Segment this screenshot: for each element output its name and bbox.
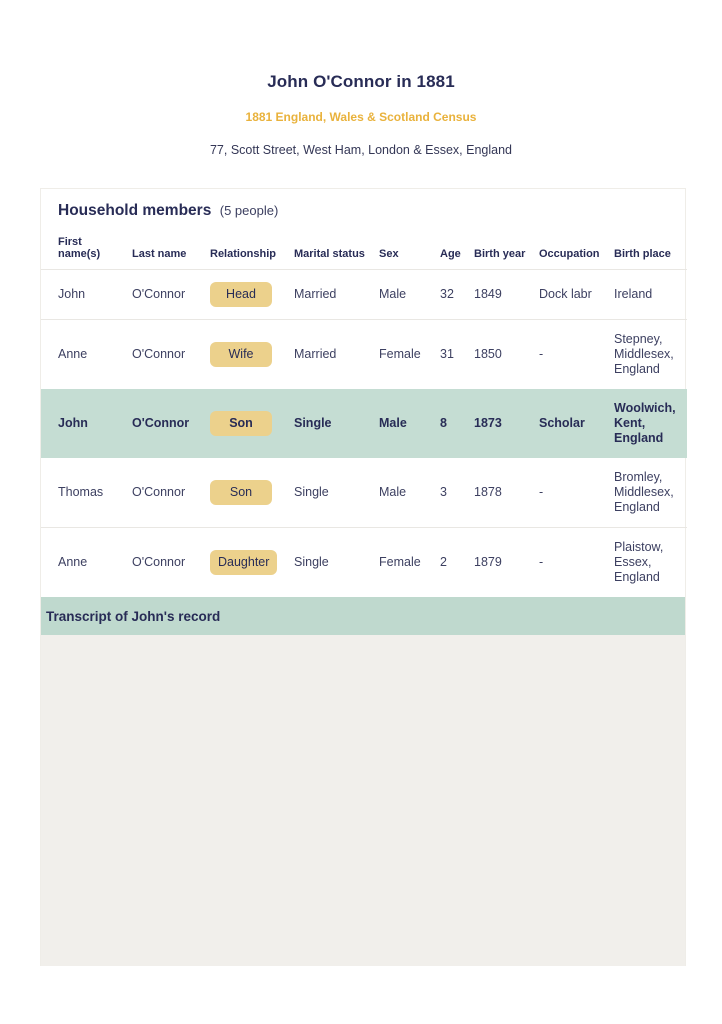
cell-age: 3	[440, 485, 447, 499]
cell-birth-place: Stepney, Middlesex, England	[614, 320, 687, 390]
cell-first-name: John	[41, 389, 132, 458]
page-title: John O'Connor in 1881	[267, 72, 455, 91]
household-members-title: Household members	[58, 202, 212, 219]
transcript-title: Transcript of John's record	[46, 608, 221, 624]
cell-birth-year: 1873	[474, 389, 539, 458]
cell-birth-place: Woolwich, Kent, England	[614, 389, 687, 458]
relationship-badge: Head	[210, 282, 272, 307]
cell-birth-place: Plaistow, Essex, England	[614, 528, 687, 598]
column-header-birth-year: Birth year	[474, 226, 539, 270]
cell-birth-place: Ireland	[614, 287, 653, 301]
cell-occupation: Dock labr	[539, 287, 592, 301]
transcript-section-header	[41, 597, 685, 635]
cell-marital-status: Married	[294, 320, 379, 390]
cell-sex: Male	[379, 485, 407, 499]
column-header-birth-place: Birth place	[614, 226, 687, 270]
census-collection-label: 1881 England, Wales & Scotland Census	[245, 110, 477, 124]
cell-first-name: John	[58, 287, 86, 301]
relationship-badge: Son	[210, 411, 272, 436]
transcript-panel	[41, 635, 685, 966]
cell-last-name: O'Connor	[132, 389, 210, 458]
table-header-row	[41, 226, 687, 270]
cell-last-name: O'Connor	[132, 320, 210, 390]
cell-birth-year: 1879	[474, 528, 539, 598]
cell-sex: Female	[379, 528, 440, 598]
cell-birth-place: Bromley, Middlesex, England	[614, 470, 674, 514]
column-header-first-name: First name(s)	[41, 226, 132, 270]
cell-age: 2	[440, 528, 474, 598]
cell-last-name: O'Connor	[132, 485, 186, 499]
column-header-last-name: Last name	[132, 226, 210, 270]
cell-occupation: -	[539, 528, 614, 598]
cell-marital-status: Married	[294, 287, 337, 301]
household-members-count: (5 people)	[219, 203, 279, 218]
household-row-current-person[interactable]	[41, 389, 687, 458]
record-address: 77, Scott Street, West Ham, London & Essex, England	[209, 143, 512, 157]
column-header-relationship: Relationship	[210, 226, 294, 270]
cell-marital-status: Single	[294, 485, 329, 499]
cell-last-name: O'Connor	[132, 528, 210, 598]
cell-marital-status: Single	[294, 389, 379, 458]
relationship-badge: Wife	[210, 342, 272, 367]
household-row[interactable]	[41, 458, 687, 528]
household-members-table	[41, 226, 687, 597]
cell-occupation: Scholar	[539, 389, 614, 458]
cell-age: 8	[440, 389, 474, 458]
cell-sex: Male	[379, 389, 440, 458]
cell-first-name: Thomas	[58, 485, 104, 499]
household-row[interactable]	[41, 320, 687, 390]
cell-first-name: Anne	[41, 528, 132, 598]
relationship-badge: Daughter	[210, 550, 277, 575]
column-header-marital-status: Marital status	[294, 226, 379, 270]
cell-age: 31	[440, 320, 474, 390]
cell-marital-status: Single	[294, 528, 379, 598]
household-row[interactable]	[41, 528, 687, 598]
household-heading	[41, 189, 685, 226]
cell-birth-year: 1850	[474, 320, 539, 390]
column-header-occupation: Occupation	[539, 226, 614, 270]
column-header-sex: Sex	[379, 226, 440, 270]
household-row[interactable]	[41, 270, 687, 320]
cell-sex: Male	[379, 287, 407, 301]
cell-sex: Female	[379, 320, 440, 390]
cell-birth-year: 1849	[474, 287, 502, 301]
relationship-badge: Son	[210, 480, 272, 505]
column-header-age: Age	[440, 226, 474, 270]
cell-occupation: -	[539, 485, 544, 499]
cell-occupation: -	[539, 320, 614, 390]
cell-first-name: Anne	[41, 320, 132, 390]
record-header	[0, 0, 722, 157]
household-card	[40, 188, 686, 966]
cell-last-name: O'Connor	[132, 287, 186, 301]
cell-age: 32	[440, 287, 454, 301]
cell-birth-year: 1878	[474, 485, 502, 499]
